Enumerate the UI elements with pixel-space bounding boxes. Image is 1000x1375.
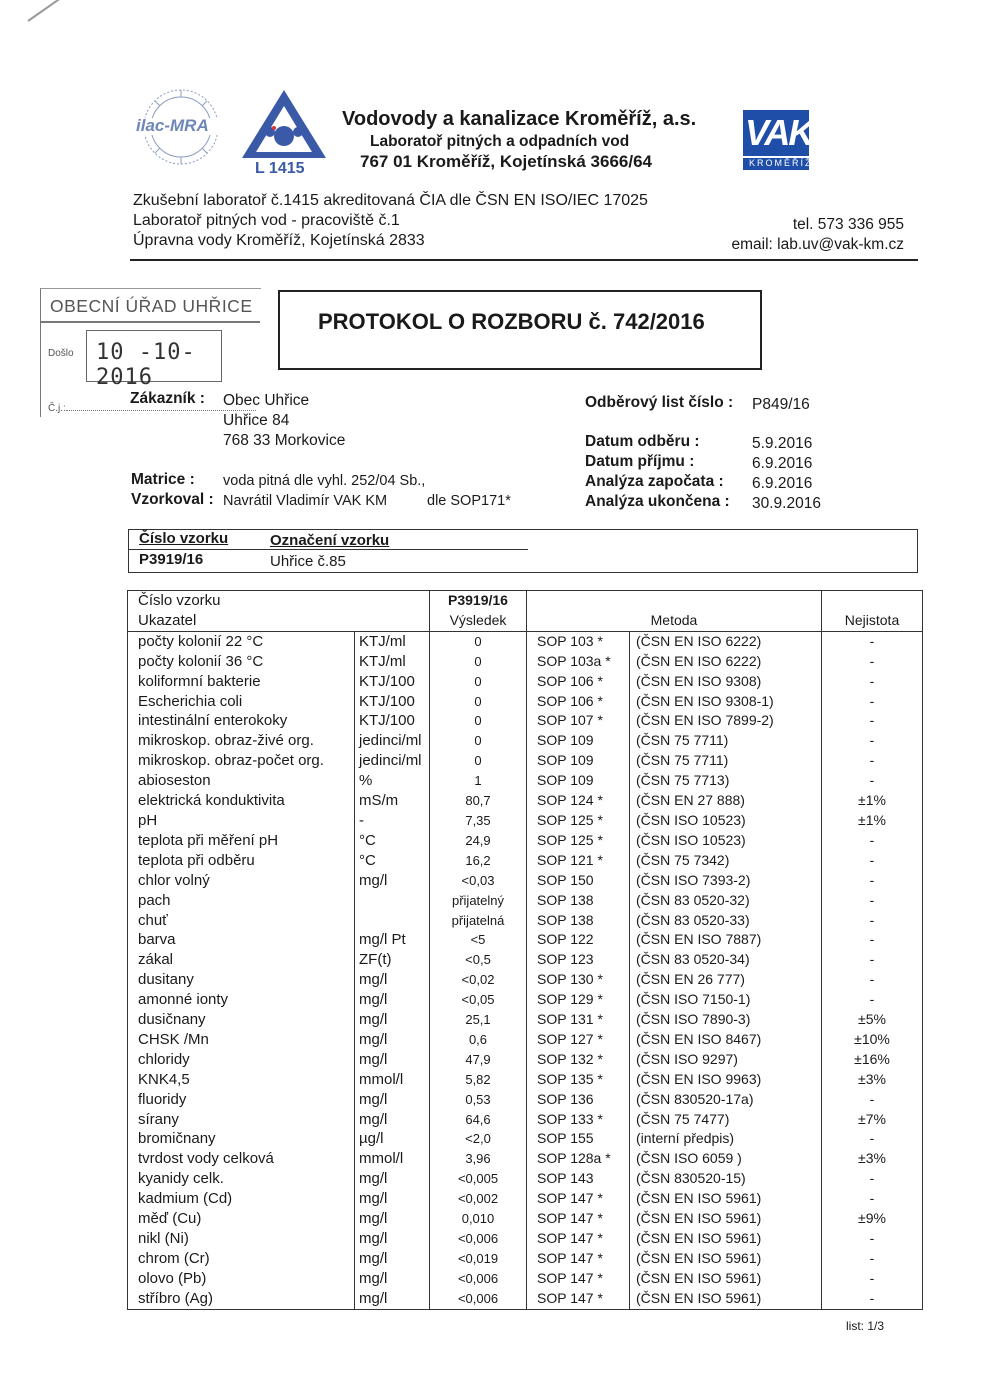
table-row [128, 1249, 923, 1269]
sop-code: SOP 147 * [527, 1249, 630, 1269]
lab-code: L 1415 [255, 160, 305, 177]
header-indicator: Ukazatel [128, 611, 430, 631]
table-row [128, 1189, 923, 1209]
unit: - [355, 811, 430, 831]
uncertainty: - [822, 692, 923, 712]
uncertainty: - [822, 652, 923, 672]
method-standard: (ČSN EN ISO 7887) [630, 930, 822, 950]
method-standard: (ČSN EN 27 888) [630, 791, 822, 811]
uncertainty: - [822, 950, 923, 970]
sop-code: SOP 121 * [527, 851, 630, 871]
sampler-value: Navrátil Vladimír VAK KM [223, 493, 388, 509]
unit: °C [355, 831, 430, 851]
header-divider [130, 259, 918, 261]
phone: tel. 573 336 955 [792, 216, 904, 233]
result-value: 47,9 [430, 1050, 527, 1070]
table-row [128, 851, 923, 871]
indicator-name: Escherichia coli [128, 692, 355, 712]
result-value: 0 [430, 652, 527, 672]
unit: mmol/l [355, 1070, 430, 1090]
uncertainty: - [822, 930, 923, 950]
result-value: 0 [430, 751, 527, 771]
indicator-name: olovo (Pb) [128, 1269, 355, 1289]
ilac-mra-text: ilac-MRA [136, 116, 209, 135]
indicator-name: mikroskop. obraz-počet org. [128, 751, 355, 771]
sop-code: SOP 143 [527, 1169, 630, 1189]
indicator-name: tvrdost vody celková [128, 1149, 355, 1169]
result-value: <0,019 [430, 1249, 527, 1269]
method-standard: (ČSN 75 7711) [630, 731, 822, 751]
indicator-name: počty kolonií 36 °C [128, 652, 355, 672]
result-value: 5,82 [430, 1070, 527, 1090]
table-row [128, 1269, 923, 1289]
uncertainty: - [822, 1090, 923, 1110]
table-row [128, 930, 923, 950]
table-row [128, 791, 923, 811]
result-value: 7,35 [430, 811, 527, 831]
method-standard: (ČSN ISO 7890-3) [630, 1010, 822, 1030]
method-standard: (ČSN 75 7477) [630, 1110, 822, 1130]
table-row [128, 811, 923, 831]
analysis-start-label: Analýza započata : [585, 473, 724, 490]
sop-code: SOP 106 * [527, 692, 630, 712]
method-standard: (ČSN EN ISO 6222) [630, 652, 822, 672]
unit: KTJ/100 [355, 711, 430, 731]
sheet-label: Odběrový list číslo : [585, 394, 734, 411]
stamp-date: 10 -10- 2016 [96, 340, 196, 390]
result-value: přijatelný [430, 891, 527, 911]
table-row [128, 1110, 923, 1130]
method-standard: (ČSN EN ISO 5961) [630, 1209, 822, 1229]
sop-code: SOP 131 * [527, 1010, 630, 1030]
result-value: <5 [430, 930, 527, 950]
table-row [128, 990, 923, 1010]
indicator-name: abioseston [128, 771, 355, 791]
uncertainty: ±7% [822, 1110, 923, 1130]
stamp-title: OBECNÍ ÚŘAD UHŘICE [50, 296, 253, 316]
lab-name: Laboratoř pitných a odpadních vod [370, 133, 630, 150]
customer-name: Obec Uhřice [223, 392, 310, 409]
sop-code: SOP 128a * [527, 1149, 630, 1169]
result-value: <0,006 [430, 1269, 527, 1289]
method-standard: (ČSN EN ISO 9963) [630, 1070, 822, 1090]
indicator-name: KNK4,5 [128, 1070, 355, 1090]
result-value: 16,2 [430, 851, 527, 871]
method-standard: (interní předpis) [630, 1129, 822, 1149]
header-result: Výsledek [430, 611, 527, 631]
sample-box-divider [128, 549, 528, 550]
result-value: <0,02 [430, 970, 527, 990]
uncertainty: - [822, 631, 923, 651]
sampling-date-label: Datum odběru : [585, 433, 700, 450]
indicator-name: pH [128, 811, 355, 831]
method-standard: (ČSN ISO 7393-2) [630, 871, 822, 891]
header-uncertainty: Nejistota [822, 611, 923, 631]
sop-code: SOP 147 * [527, 1209, 630, 1229]
plant-line: Úpravna vody Kroměříž, Kojetínská 2833 [133, 232, 425, 249]
sop-code: SOP 136 [527, 1090, 630, 1110]
result-value: 0 [430, 672, 527, 692]
unit: jedinci/ml [355, 751, 430, 771]
sop-code: SOP 150 [527, 871, 630, 891]
method-standard: (ČSN EN ISO 5961) [630, 1269, 822, 1289]
sample-box [128, 529, 918, 573]
header-sample-value: P3919/16 [430, 591, 527, 611]
result-value: 0,53 [430, 1090, 527, 1110]
indicator-name: barva [128, 930, 355, 950]
uncertainty: - [822, 831, 923, 851]
method-standard: (ČSN 83 0520-34) [630, 950, 822, 970]
method-standard: (ČSN 830520-15) [630, 1169, 822, 1189]
email: email: lab.uv@vak-km.cz [731, 236, 904, 253]
uncertainty: - [822, 771, 923, 791]
sampling-date: 5.9.2016 [752, 435, 813, 452]
sampler-method: dle SOP171* [427, 493, 511, 509]
sop-code: SOP 124 * [527, 791, 630, 811]
sample-desc: Uhřice č.85 [270, 553, 346, 570]
unit: KTJ/100 [355, 692, 430, 712]
table-row [128, 751, 923, 771]
uncertainty: - [822, 1269, 923, 1289]
sop-code: SOP 133 * [527, 1110, 630, 1130]
table-row [128, 1030, 923, 1050]
unit: µg/l [355, 1129, 430, 1149]
indicator-name: počty kolonií 22 °C [128, 631, 355, 651]
method-standard: (ČSN ISO 6059 ) [630, 1149, 822, 1169]
sop-code: SOP 155 [527, 1129, 630, 1149]
result-value: <0,006 [430, 1289, 527, 1309]
uncertainty: ±10% [822, 1030, 923, 1050]
indicator-name: CHSK /Mn [128, 1030, 355, 1050]
table-row [128, 1050, 923, 1070]
uncertainty: - [822, 911, 923, 931]
unit: mg/l [355, 1249, 430, 1269]
result-value: 80,7 [430, 791, 527, 811]
table-row [128, 1289, 923, 1309]
sop-code: SOP 109 [527, 751, 630, 771]
result-value: <0,03 [430, 871, 527, 891]
analysis-end-label: Analýza ukončena : [585, 493, 730, 510]
indicator-name: elektrická konduktivita [128, 791, 355, 811]
matrix-value: voda pitná dle vyhl. 252/04 Sb., [223, 473, 426, 489]
result-value: 0 [430, 631, 527, 651]
pencil-mark [27, 0, 67, 22]
result-value: <0,05 [430, 990, 527, 1010]
table-row [128, 871, 923, 891]
unit: mg/l [355, 1209, 430, 1229]
lab-triangle-logo [240, 88, 328, 180]
method-standard: (ČSN EN ISO 6222) [630, 631, 822, 651]
result-value: <0,5 [430, 950, 527, 970]
receipt-date: 6.9.2016 [752, 455, 813, 472]
result-value: 64,6 [430, 1110, 527, 1130]
sop-code: SOP 103a * [527, 652, 630, 672]
uncertainty: - [822, 1189, 923, 1209]
indicator-name: koliformní bakterie [128, 672, 355, 692]
unit: mg/l [355, 1110, 430, 1130]
unit [355, 891, 430, 911]
unit: mg/l [355, 1050, 430, 1070]
unit: KTJ/ml [355, 631, 430, 651]
table-row [128, 891, 923, 911]
result-value: 1 [430, 771, 527, 791]
result-value: 0 [430, 692, 527, 712]
sop-code: SOP 147 * [527, 1289, 630, 1309]
table-row [128, 1010, 923, 1030]
unit: mg/l [355, 970, 430, 990]
indicator-name: dusičnany [128, 1010, 355, 1030]
sop-code: SOP 147 * [527, 1269, 630, 1289]
table-row [128, 1209, 923, 1229]
indicator-name: pach [128, 891, 355, 911]
sop-code: SOP 130 * [527, 970, 630, 990]
indicator-name: kadmium (Cd) [128, 1189, 355, 1209]
indicator-name: měď (Cu) [128, 1209, 355, 1229]
uncertainty: ±1% [822, 791, 923, 811]
unit: mg/l [355, 1090, 430, 1110]
method-standard: (ČSN 75 7711) [630, 751, 822, 771]
result-value: <2,0 [430, 1129, 527, 1149]
vak-logo-sub: KROMĚŘÍŽ [749, 158, 813, 168]
unit: KTJ/100 [355, 672, 430, 692]
table-row [128, 1149, 923, 1169]
vak-logo-text: VAK [745, 112, 813, 153]
uncertainty: - [822, 851, 923, 871]
result-value: <0,002 [430, 1189, 527, 1209]
unit: mg/l [355, 1229, 430, 1249]
table-row [128, 731, 923, 751]
method-standard: (ČSN EN ISO 7899-2) [630, 711, 822, 731]
stamp-received-label: Došlo [48, 348, 74, 359]
header-blank [527, 591, 822, 611]
indicator-name: amonné ionty [128, 990, 355, 1010]
customer-city: 768 33 Morkovice [223, 432, 346, 449]
method-standard: (ČSN EN ISO 5961) [630, 1229, 822, 1249]
analysis-end-date: 30.9.2016 [752, 495, 821, 512]
uncertainty: ±5% [822, 1010, 923, 1030]
sop-code: SOP 147 * [527, 1189, 630, 1209]
unit: mS/m [355, 791, 430, 811]
result-value: 0,010 [430, 1209, 527, 1229]
result-value: <0,005 [430, 1169, 527, 1189]
indicator-name: mikroskop. obraz-živé org. [128, 731, 355, 751]
sop-code: SOP 107 * [527, 711, 630, 731]
ilac-mra-logo [132, 88, 230, 166]
table-row [128, 692, 923, 712]
table-row [128, 950, 923, 970]
vak-logo [743, 110, 813, 170]
sop-code: SOP 125 * [527, 811, 630, 831]
uncertainty: - [822, 711, 923, 731]
uncertainty: - [822, 970, 923, 990]
method-standard: (ČSN EN ISO 9308) [630, 672, 822, 692]
indicator-name: teplota při odběru [128, 851, 355, 871]
sample-desc-header: Označení vzorku [270, 532, 390, 549]
uncertainty: ±16% [822, 1050, 923, 1070]
accreditation-line: Zkušební laboratoř č.1415 akreditovaná ČIA dle ČSN EN ISO/IEC 17025 [133, 192, 648, 209]
unit: mg/l [355, 1030, 430, 1050]
sop-code: SOP 122 [527, 930, 630, 950]
sop-code: SOP 129 * [527, 990, 630, 1010]
uncertainty: - [822, 1169, 923, 1189]
uncertainty: - [822, 1249, 923, 1269]
sop-code: SOP 106 * [527, 672, 630, 692]
method-standard: (ČSN 83 0520-33) [630, 911, 822, 931]
unit: jedinci/ml [355, 731, 430, 751]
method-standard: (ČSN ISO 9297) [630, 1050, 822, 1070]
result-value: 3,96 [430, 1149, 527, 1169]
uncertainty: - [822, 731, 923, 751]
customer-street: Uhřice 84 [223, 412, 290, 429]
uncertainty: - [822, 1289, 923, 1309]
sop-code: SOP 123 [527, 950, 630, 970]
result-value: přijatelná [430, 911, 527, 931]
sop-code: SOP 132 * [527, 1050, 630, 1070]
sop-code: SOP 147 * [527, 1229, 630, 1249]
table-row [128, 1129, 923, 1149]
method-standard: (ČSN 83 0520-32) [630, 891, 822, 911]
method-standard: (ČSN EN ISO 5961) [630, 1189, 822, 1209]
uncertainty: - [822, 990, 923, 1010]
matrix-label: Matrice : [131, 471, 195, 488]
indicator-name: sírany [128, 1110, 355, 1130]
analysis-start-date: 6.9.2016 [752, 475, 813, 492]
method-standard: (ČSN 830520-17a) [630, 1090, 822, 1110]
table-row [128, 970, 923, 990]
sop-code: SOP 135 * [527, 1070, 630, 1090]
method-standard: (ČSN ISO 10523) [630, 811, 822, 831]
uncertainty: - [822, 891, 923, 911]
method-standard: (ČSN 75 7713) [630, 771, 822, 791]
indicator-name: bromičnany [128, 1129, 355, 1149]
unit: °C [355, 851, 430, 871]
sop-code: SOP 127 * [527, 1030, 630, 1050]
indicator-name: kyanidy celk. [128, 1169, 355, 1189]
unit: mg/l Pt [355, 930, 430, 950]
indicator-name: nikl (Ni) [128, 1229, 355, 1249]
table-row [128, 911, 923, 931]
table-row [128, 631, 923, 651]
table-row [128, 1169, 923, 1189]
table-row [128, 1070, 923, 1090]
sop-code: SOP 138 [527, 911, 630, 931]
indicator-name: stříbro (Ag) [128, 1289, 355, 1309]
method-standard: (ČSN 75 7342) [630, 851, 822, 871]
workplace-line: Laboratoř pitných vod - pracoviště č.1 [133, 212, 400, 229]
receipt-date-label: Datum příjmu : [585, 453, 695, 470]
method-standard: (ČSN ISO 7150-1) [630, 990, 822, 1010]
uncertainty: - [822, 1229, 923, 1249]
method-standard: (ČSN EN ISO 5961) [630, 1289, 822, 1309]
uncertainty: - [822, 672, 923, 692]
unit: mg/l [355, 990, 430, 1010]
sampler-label: Vzorkoval : [131, 491, 214, 508]
unit: mg/l [355, 1289, 430, 1309]
header-sample-number: Číslo vzorku [128, 591, 430, 611]
method-standard: (ČSN ISO 10523) [630, 831, 822, 851]
unit: mg/l [355, 1010, 430, 1030]
sample-number-header: Číslo vzorku [139, 530, 229, 547]
sop-code: SOP 138 [527, 891, 630, 911]
result-value: 0 [430, 711, 527, 731]
page-number: list: 1/3 [846, 1319, 885, 1333]
method-standard: (ČSN EN 26 777) [630, 970, 822, 990]
header-method: Metoda [527, 611, 822, 631]
indicator-name: chrom (Cr) [128, 1249, 355, 1269]
uncertainty: ±3% [822, 1070, 923, 1090]
sop-code: SOP 109 [527, 731, 630, 751]
method-standard: (ČSN EN ISO 9308-1) [630, 692, 822, 712]
unit: mg/l [355, 1189, 430, 1209]
header-blank-2 [822, 591, 923, 611]
result-value: 0,6 [430, 1030, 527, 1050]
uncertainty: ±9% [822, 1209, 923, 1229]
results-table [127, 590, 923, 1310]
unit: KTJ/ml [355, 652, 430, 672]
uncertainty: - [822, 1129, 923, 1149]
indicator-name: teplota při měření pH [128, 831, 355, 851]
sheet-number: P849/16 [752, 396, 810, 413]
uncertainty: ±3% [822, 1149, 923, 1169]
uncertainty: - [822, 751, 923, 771]
uncertainty: ±1% [822, 811, 923, 831]
unit [355, 911, 430, 931]
unit: ZF(t) [355, 950, 430, 970]
result-value: 25,1 [430, 1010, 527, 1030]
indicator-name: zákal [128, 950, 355, 970]
stamp-ref-label: Č.j.: [48, 403, 66, 414]
protocol-title: PROTOKOL O ROZBORU č. 742/2016 [318, 309, 705, 334]
table-row [128, 711, 923, 731]
indicator-name: chuť [128, 911, 355, 931]
indicator-name: dusitany [128, 970, 355, 990]
unit: mg/l [355, 871, 430, 891]
table-row [128, 652, 923, 672]
sop-code: SOP 109 [527, 771, 630, 791]
lab-address: 767 01 Kroměříž, Kojetínská 3666/64 [360, 152, 652, 171]
sample-number: P3919/16 [139, 551, 204, 568]
table-row [128, 672, 923, 692]
customer-label: Zákazník : [130, 390, 205, 407]
unit: mmol/l [355, 1149, 430, 1169]
method-standard: (ČSN EN ISO 5961) [630, 1249, 822, 1269]
sop-code: SOP 103 * [527, 631, 630, 651]
result-value: <0,006 [430, 1229, 527, 1249]
table-row [128, 1090, 923, 1110]
indicator-name: fluoridy [128, 1090, 355, 1110]
indicator-name: chloridy [128, 1050, 355, 1070]
result-value: 0 [430, 731, 527, 751]
indicator-name: intestinální enterokoky [128, 711, 355, 731]
table-row [128, 771, 923, 791]
table-row [128, 831, 923, 851]
table-row [128, 1229, 923, 1249]
sop-code: SOP 125 * [527, 831, 630, 851]
method-standard: (ČSN EN ISO 8467) [630, 1030, 822, 1050]
uncertainty: - [822, 871, 923, 891]
unit: % [355, 771, 430, 791]
result-value: 24,9 [430, 831, 527, 851]
indicator-name: chlor volný [128, 871, 355, 891]
company-name: Vodovody a kanalizace Kroměříž, a.s. [342, 108, 697, 130]
unit: mg/l [355, 1169, 430, 1189]
unit: mg/l [355, 1269, 430, 1289]
